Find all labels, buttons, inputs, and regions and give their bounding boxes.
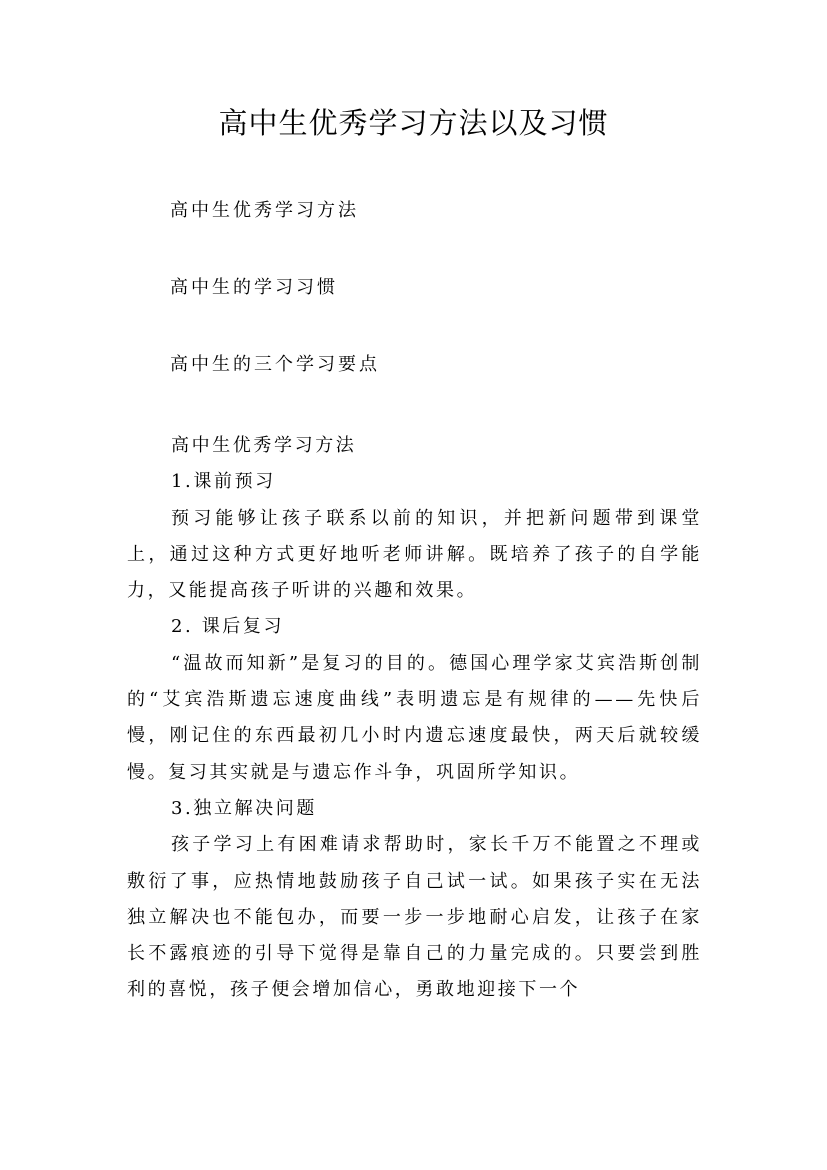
toc-item-habits: 高中生的学习习惯 xyxy=(170,277,338,298)
paragraph-independent: 孩子学习上有困难请求帮助时，家长千万不能置之不理或敷衍了事，应热情地鼓励孩子自己试一试。如果孩子实在无法独立解决也不能包办，而要一步一步地耐心启发，让孩子在家长不露痕迹的引导下觉得是靠自己的力量完成的。只要尝到胜利的喜悦，孩子便会增加信心，勇敢地迎接下一个 xyxy=(127,834,702,1001)
paragraph-preview: 预习能够让孩子联系以前的知识，并把新问题带到课堂上，通过这种方式更好地听老师讲解。既培养了孩子的自学能力，又能提高孩子听讲的兴趣和效果。 xyxy=(127,507,702,602)
document-body xyxy=(127,428,702,1009)
document-title: 高中生优秀学习方法以及习惯 xyxy=(218,106,609,140)
heading-review: 2. 课后复习 xyxy=(171,616,285,638)
heading-preview: 1.课前预习 xyxy=(171,471,276,493)
paragraph-review: “温故而知新”是复习的目的。德国心理学家艾宾浩斯创制的“艾宾浩斯遗忘速度曲线”表明遗忘是有规律的——先快后慢，刚记住的东西最初几小时内遗忘速度最快，两天后就较缓慢。复习其实就是与遗忘作斗争，巩固所学知识。 xyxy=(127,652,702,783)
heading-independent: 3.独立解决问题 xyxy=(171,797,317,819)
section-heading: 高中生优秀学习方法 xyxy=(171,435,357,456)
toc-item-methods: 高中生优秀学习方法 xyxy=(170,200,359,221)
toc-item-key-points: 高中生的三个学习要点 xyxy=(170,354,380,375)
